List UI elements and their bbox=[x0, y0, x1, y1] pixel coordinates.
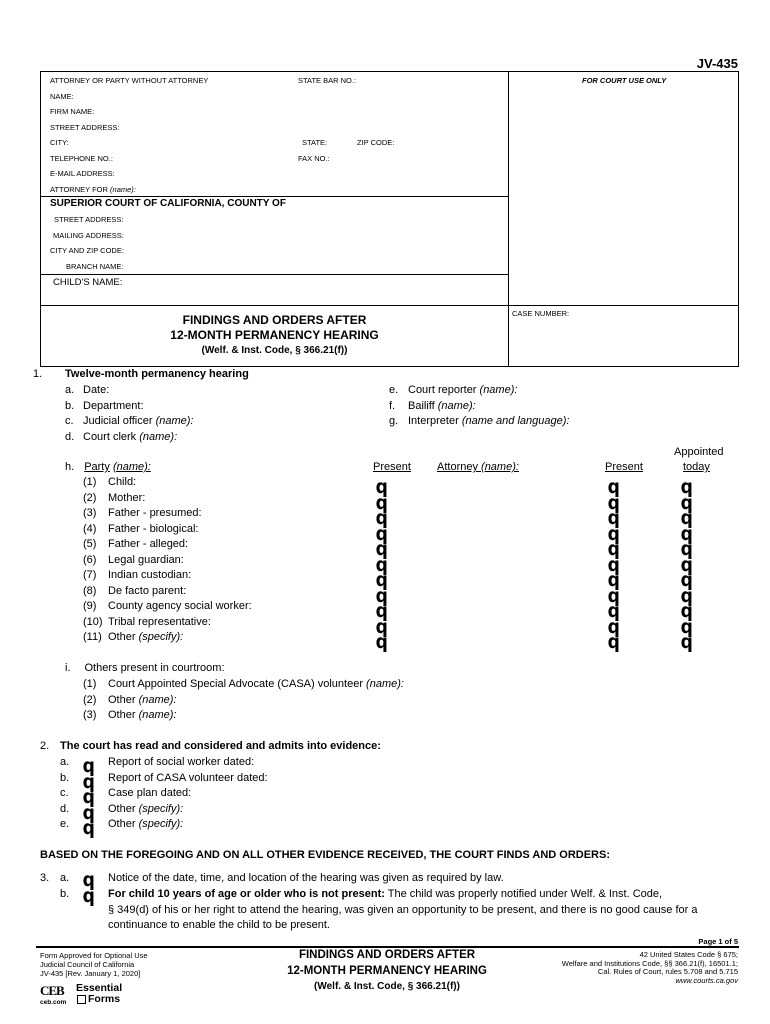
party-row-2 bbox=[108, 507, 202, 519]
party-label: Other bbox=[108, 631, 139, 643]
party-label: Tribal representative: bbox=[108, 615, 211, 628]
present-header-2: Present bbox=[605, 461, 643, 473]
section3-a-text: Notice of the date, time, and location of the hearing was given as required by law. bbox=[108, 872, 504, 884]
attorney-for-label: ATTORNEY FOR bbox=[50, 185, 108, 194]
attorney-for-field[interactable] bbox=[50, 185, 136, 194]
item-label: Court reporter bbox=[408, 384, 480, 396]
section3-b-letter: b. bbox=[60, 888, 70, 900]
evidence-label: Other bbox=[108, 818, 139, 830]
party-extra: (specify): bbox=[138, 631, 184, 643]
city-field[interactable]: CITY: bbox=[50, 138, 69, 147]
attorney-present-checkbox[interactable]: q bbox=[607, 600, 620, 622]
title-line-2: 12-MONTH PERMANENCY HEARING bbox=[170, 328, 379, 342]
mailing-address-field[interactable]: MAILING ADDRESS: bbox=[53, 231, 124, 240]
appointed-today-checkbox[interactable]: q bbox=[680, 522, 693, 545]
others-header bbox=[65, 662, 225, 674]
case-number-field[interactable]: CASE NUMBER: bbox=[512, 309, 570, 318]
attorney-present-checkbox[interactable]: q bbox=[607, 553, 620, 576]
item-field-1[interactable] bbox=[83, 400, 144, 412]
other-field-1[interactable] bbox=[108, 694, 176, 706]
appointed-today-checkbox[interactable]: q bbox=[680, 507, 693, 529]
party-label: Father - presumed: bbox=[108, 507, 202, 519]
footer-left-3: JV-435 [Rev. January 1, 2020] bbox=[40, 969, 141, 978]
other-num: (2) bbox=[83, 693, 97, 706]
other-extra: (name): bbox=[366, 678, 404, 690]
email-field[interactable]: E-MAIL ADDRESS: bbox=[50, 169, 115, 178]
evidence-letter: c. bbox=[60, 787, 69, 799]
section3-b-line1 bbox=[108, 888, 662, 900]
footer-left-2: Judicial Council of California bbox=[40, 960, 135, 969]
attorney-present-checkbox[interactable]: q bbox=[607, 476, 620, 498]
attorney-label: Attorney bbox=[437, 461, 478, 473]
party-num: (11) bbox=[83, 631, 102, 643]
evidence-item-1 bbox=[108, 772, 268, 784]
name-field[interactable]: NAME: bbox=[50, 92, 74, 101]
party-num: (9) bbox=[83, 600, 97, 612]
evidence-extra: (specify): bbox=[138, 818, 184, 830]
party-label: Mother: bbox=[108, 491, 146, 504]
telephone-field[interactable]: TELEPHONE NO.: bbox=[50, 154, 113, 163]
evidence-checkbox[interactable]: q bbox=[82, 817, 95, 839]
item-label: Interpreter bbox=[408, 415, 462, 427]
zip-field[interactable]: ZIP CODE: bbox=[357, 138, 395, 147]
city-zip-field[interactable]: CITY AND ZIP CODE: bbox=[50, 246, 124, 255]
item-letter: d. bbox=[65, 430, 75, 443]
item-letter: g. bbox=[389, 415, 399, 427]
appointed-today-checkbox[interactable]: q bbox=[680, 491, 693, 514]
appointed-today-checkbox[interactable]: q bbox=[680, 584, 693, 607]
footer-right bbox=[562, 951, 738, 985]
evidence-checkbox[interactable]: q bbox=[82, 770, 95, 793]
attorney-present-checkbox[interactable]: q bbox=[607, 615, 620, 638]
caption-hline-1 bbox=[40, 196, 509, 197]
fax-field[interactable]: FAX NO.: bbox=[298, 154, 330, 163]
item-letter: e. bbox=[389, 384, 399, 396]
party-name-label: (name): bbox=[112, 461, 151, 473]
appointed-today-checkbox[interactable]: q bbox=[680, 538, 693, 560]
party-row-10 bbox=[108, 631, 183, 643]
section3-b-checkbox[interactable]: q bbox=[82, 885, 95, 907]
section3-number: 3. bbox=[40, 872, 50, 884]
other-field-2[interactable] bbox=[108, 709, 176, 721]
party-num: (5) bbox=[83, 538, 97, 550]
present-checkbox[interactable]: q bbox=[375, 615, 388, 638]
item-letter: a. bbox=[65, 384, 75, 396]
footer-title-1: FINDINGS AND ORDERS AFTER bbox=[298, 949, 476, 961]
forms-icon bbox=[77, 995, 86, 1004]
party-label: Child: bbox=[108, 476, 137, 488]
item-label: Department: bbox=[83, 399, 144, 412]
footer-right-1: 42 United States Code § 675; bbox=[639, 950, 738, 959]
section3-b-line3: continuance to enable the child to be present. bbox=[108, 919, 330, 931]
ceb-url: ceb.com bbox=[40, 999, 67, 1006]
item-label: Bailiff bbox=[408, 399, 438, 412]
caption-hline-2 bbox=[40, 274, 509, 275]
firm-name-field[interactable]: FIRM NAME: bbox=[50, 107, 95, 116]
appointed-today-checkbox[interactable]: q bbox=[680, 553, 693, 576]
item-field-right-1[interactable] bbox=[408, 400, 476, 412]
evidence-label: Report of social worker dated: bbox=[108, 756, 255, 768]
item-field-right-2[interactable] bbox=[408, 415, 569, 427]
present-checkbox[interactable]: q bbox=[375, 522, 388, 545]
party-row-4 bbox=[108, 538, 188, 550]
item-letter: f. bbox=[389, 399, 396, 412]
item-letter: b. bbox=[65, 399, 75, 412]
present-checkbox[interactable]: q bbox=[375, 507, 388, 529]
child-name-field[interactable]: CHILD'S NAME: bbox=[53, 277, 123, 288]
party-num: (2) bbox=[83, 491, 97, 504]
h-letter: h. bbox=[65, 461, 75, 473]
evidence-item-2 bbox=[108, 787, 191, 799]
item-extra: (name): bbox=[437, 399, 476, 412]
section3-a-letter: a. bbox=[60, 872, 70, 884]
attorney-present-checkbox[interactable]: q bbox=[607, 569, 620, 591]
party-header bbox=[65, 461, 151, 473]
attorney-label: ATTORNEY OR PARTY WITHOUT ATTORNEY bbox=[50, 76, 209, 85]
state-field[interactable]: STATE: bbox=[302, 138, 328, 147]
evidence-extra: (specify): bbox=[138, 802, 184, 815]
party-row-8 bbox=[108, 600, 252, 612]
party-num: (1) bbox=[83, 476, 97, 488]
evidence-letter: b. bbox=[60, 771, 70, 784]
section3-b-line2: § 349(d) of his or her right to attend the hearing, was given an opportunity to be present, and there is no good cause for a bbox=[108, 904, 698, 916]
party-label: Party bbox=[84, 461, 110, 473]
street-address-field[interactable]: STREET ADDRESS: bbox=[50, 123, 120, 132]
appointed-today-checkbox[interactable]: q bbox=[680, 476, 693, 498]
evidence-label: Report of CASA volunteer dated: bbox=[108, 771, 268, 784]
party-num: (6) bbox=[83, 553, 97, 566]
party-num: (7) bbox=[83, 569, 97, 581]
section1-title: Twelve-month permanency hearing bbox=[65, 368, 249, 380]
footer-left bbox=[40, 951, 148, 978]
caption-hline-3 bbox=[40, 305, 739, 306]
item-field-3[interactable] bbox=[83, 431, 177, 443]
evidence-letter: e. bbox=[60, 818, 70, 830]
party-row-0 bbox=[108, 476, 136, 488]
item-field-right-0[interactable] bbox=[408, 384, 517, 396]
footer-right-3: Cal. Rules of Court, rules 5.708 and 5.715 bbox=[597, 967, 738, 976]
present-checkbox[interactable]: q bbox=[375, 569, 388, 591]
appointed-today-checkbox[interactable]: q bbox=[680, 615, 693, 638]
present-checkbox[interactable]: q bbox=[375, 631, 388, 653]
party-label: Father - biological: bbox=[108, 522, 199, 535]
evidence-checkbox[interactable]: q bbox=[82, 755, 95, 777]
present-checkbox[interactable]: q bbox=[375, 538, 388, 560]
appointed-today-checkbox[interactable]: q bbox=[680, 600, 693, 622]
other-label: Other bbox=[108, 693, 139, 706]
party-row-7 bbox=[108, 585, 186, 597]
evidence-item-4 bbox=[108, 818, 183, 830]
item-field-2[interactable] bbox=[83, 415, 193, 427]
section2-title: The court has read and considered and admits into evidence: bbox=[60, 740, 381, 752]
other-extra: (name): bbox=[138, 693, 177, 706]
other-label: Court Appointed Special Advocate (CASA) volunteer bbox=[108, 678, 367, 690]
footer-title-3: (Welf. & Inst. Code, § 366.21(f)) bbox=[314, 981, 460, 992]
present-checkbox[interactable]: q bbox=[375, 491, 388, 514]
branch-name-field[interactable]: BRANCH NAME: bbox=[66, 262, 124, 271]
party-num: (3) bbox=[83, 507, 97, 519]
appointed-header-line2: today bbox=[683, 461, 710, 473]
others-title: Others present in courtroom: bbox=[84, 662, 225, 674]
state-bar-label[interactable]: STATE BAR NO.: bbox=[298, 76, 357, 85]
court-street-field[interactable]: STREET ADDRESS: bbox=[54, 215, 124, 224]
evidence-letter: d. bbox=[60, 802, 70, 815]
attorney-name-label: (name): bbox=[481, 461, 519, 473]
evidence-checkbox[interactable]: q bbox=[82, 786, 95, 808]
title-line-3: (Welf. & Inst. Code, § 366.21(f)) bbox=[201, 345, 348, 356]
party-row-5 bbox=[108, 554, 184, 566]
party-row-3 bbox=[108, 523, 199, 535]
section2-number: 2. bbox=[40, 740, 50, 752]
essential-line2: Forms bbox=[88, 993, 121, 1005]
party-num: (10) bbox=[83, 615, 103, 628]
other-num: (1) bbox=[83, 678, 97, 690]
ceb-logo: CEB bbox=[40, 983, 64, 998]
page-number: Page 1 of 5 bbox=[698, 937, 738, 946]
form-id: JV-435 bbox=[696, 56, 738, 71]
section3-b-bold: For child 10 years of age or older who is not present: bbox=[108, 888, 385, 900]
item-extra: (name): bbox=[479, 384, 518, 396]
present-checkbox[interactable]: q bbox=[375, 584, 388, 607]
party-label: De facto parent: bbox=[108, 584, 187, 597]
attorney-for-name: (name): bbox=[110, 185, 136, 194]
evidence-item-0 bbox=[108, 756, 254, 768]
appointed-today-checkbox[interactable]: q bbox=[680, 569, 693, 591]
evidence-label: Other bbox=[108, 802, 139, 815]
evidence-letter: a. bbox=[60, 756, 70, 768]
party-label: Indian custodian: bbox=[108, 569, 192, 581]
item-extra: (name): bbox=[139, 430, 178, 443]
party-label: County agency social worker: bbox=[108, 600, 252, 612]
present-checkbox[interactable]: q bbox=[375, 553, 388, 576]
attorney-present-checkbox[interactable]: q bbox=[607, 584, 620, 607]
present-checkbox[interactable]: q bbox=[375, 476, 388, 498]
party-label: Legal guardian: bbox=[108, 553, 184, 566]
party-num: (4) bbox=[83, 522, 97, 535]
attorney-present-checkbox[interactable]: q bbox=[607, 507, 620, 529]
party-label: Father - alleged: bbox=[108, 538, 189, 550]
item-label: Judicial officer bbox=[83, 415, 156, 427]
evidence-item-3 bbox=[108, 803, 183, 815]
attorney-present-checkbox[interactable]: q bbox=[607, 522, 620, 545]
item-letter: c. bbox=[65, 415, 74, 427]
item-extra: (name): bbox=[155, 415, 194, 427]
other-field-0[interactable] bbox=[108, 678, 404, 690]
item-label: Date: bbox=[83, 384, 110, 396]
findings-heading: BASED ON THE FOREGOING AND ON ALL OTHER EVIDENCE RECEIVED, THE COURT FINDS AND ORDERS: bbox=[40, 849, 610, 861]
party-num: (8) bbox=[83, 584, 97, 597]
footer-title bbox=[262, 947, 512, 995]
attorney-present-checkbox[interactable]: q bbox=[607, 538, 620, 560]
section1-number: 1. bbox=[33, 368, 43, 380]
court-title: SUPERIOR COURT OF CALIFORNIA, COUNTY OF bbox=[50, 198, 286, 209]
footer-right-4[interactable]: www.courts.ca.gov bbox=[675, 975, 738, 985]
appointed-header-line1: Appointed bbox=[674, 446, 724, 458]
evidence-checkbox[interactable]: q bbox=[82, 801, 95, 824]
footer-right-2: Welfare and Institutions Code, §§ 366.21(f), 16501.1; bbox=[561, 958, 738, 968]
title-line-1: FINDINGS AND ORDERS AFTER bbox=[182, 313, 367, 327]
i-letter: i. bbox=[65, 662, 71, 674]
section3-a-checkbox[interactable]: q bbox=[82, 869, 95, 891]
appointed-today-checkbox[interactable]: q bbox=[680, 631, 693, 653]
footer-title-2: 12-MONTH PERMANENCY HEARING bbox=[287, 965, 487, 977]
attorney-present-checkbox[interactable]: q bbox=[607, 491, 620, 514]
other-num: (3) bbox=[83, 709, 97, 721]
essential-line1: Essential bbox=[76, 982, 123, 994]
other-extra: (name): bbox=[138, 709, 177, 721]
item-label: Court clerk bbox=[83, 430, 140, 443]
footer-left-1: Form Approved for Optional Use bbox=[40, 951, 148, 960]
party-row-9 bbox=[108, 616, 211, 628]
present-header-1: Present bbox=[373, 461, 411, 473]
evidence-label: Case plan dated: bbox=[108, 787, 192, 799]
item-field-0[interactable] bbox=[83, 384, 109, 396]
party-row-1 bbox=[108, 492, 145, 504]
other-label: Other bbox=[108, 709, 139, 721]
court-use-label: FOR COURT USE ONLY bbox=[582, 76, 667, 85]
present-checkbox[interactable]: q bbox=[375, 600, 388, 622]
section3-b-rest: The child was properly notified under Welf. & Inst. Code, bbox=[384, 888, 663, 900]
party-row-6 bbox=[108, 569, 191, 581]
attorney-header bbox=[437, 461, 519, 473]
item-extra: (name and language): bbox=[461, 415, 570, 427]
attorney-present-checkbox[interactable]: q bbox=[607, 631, 620, 653]
